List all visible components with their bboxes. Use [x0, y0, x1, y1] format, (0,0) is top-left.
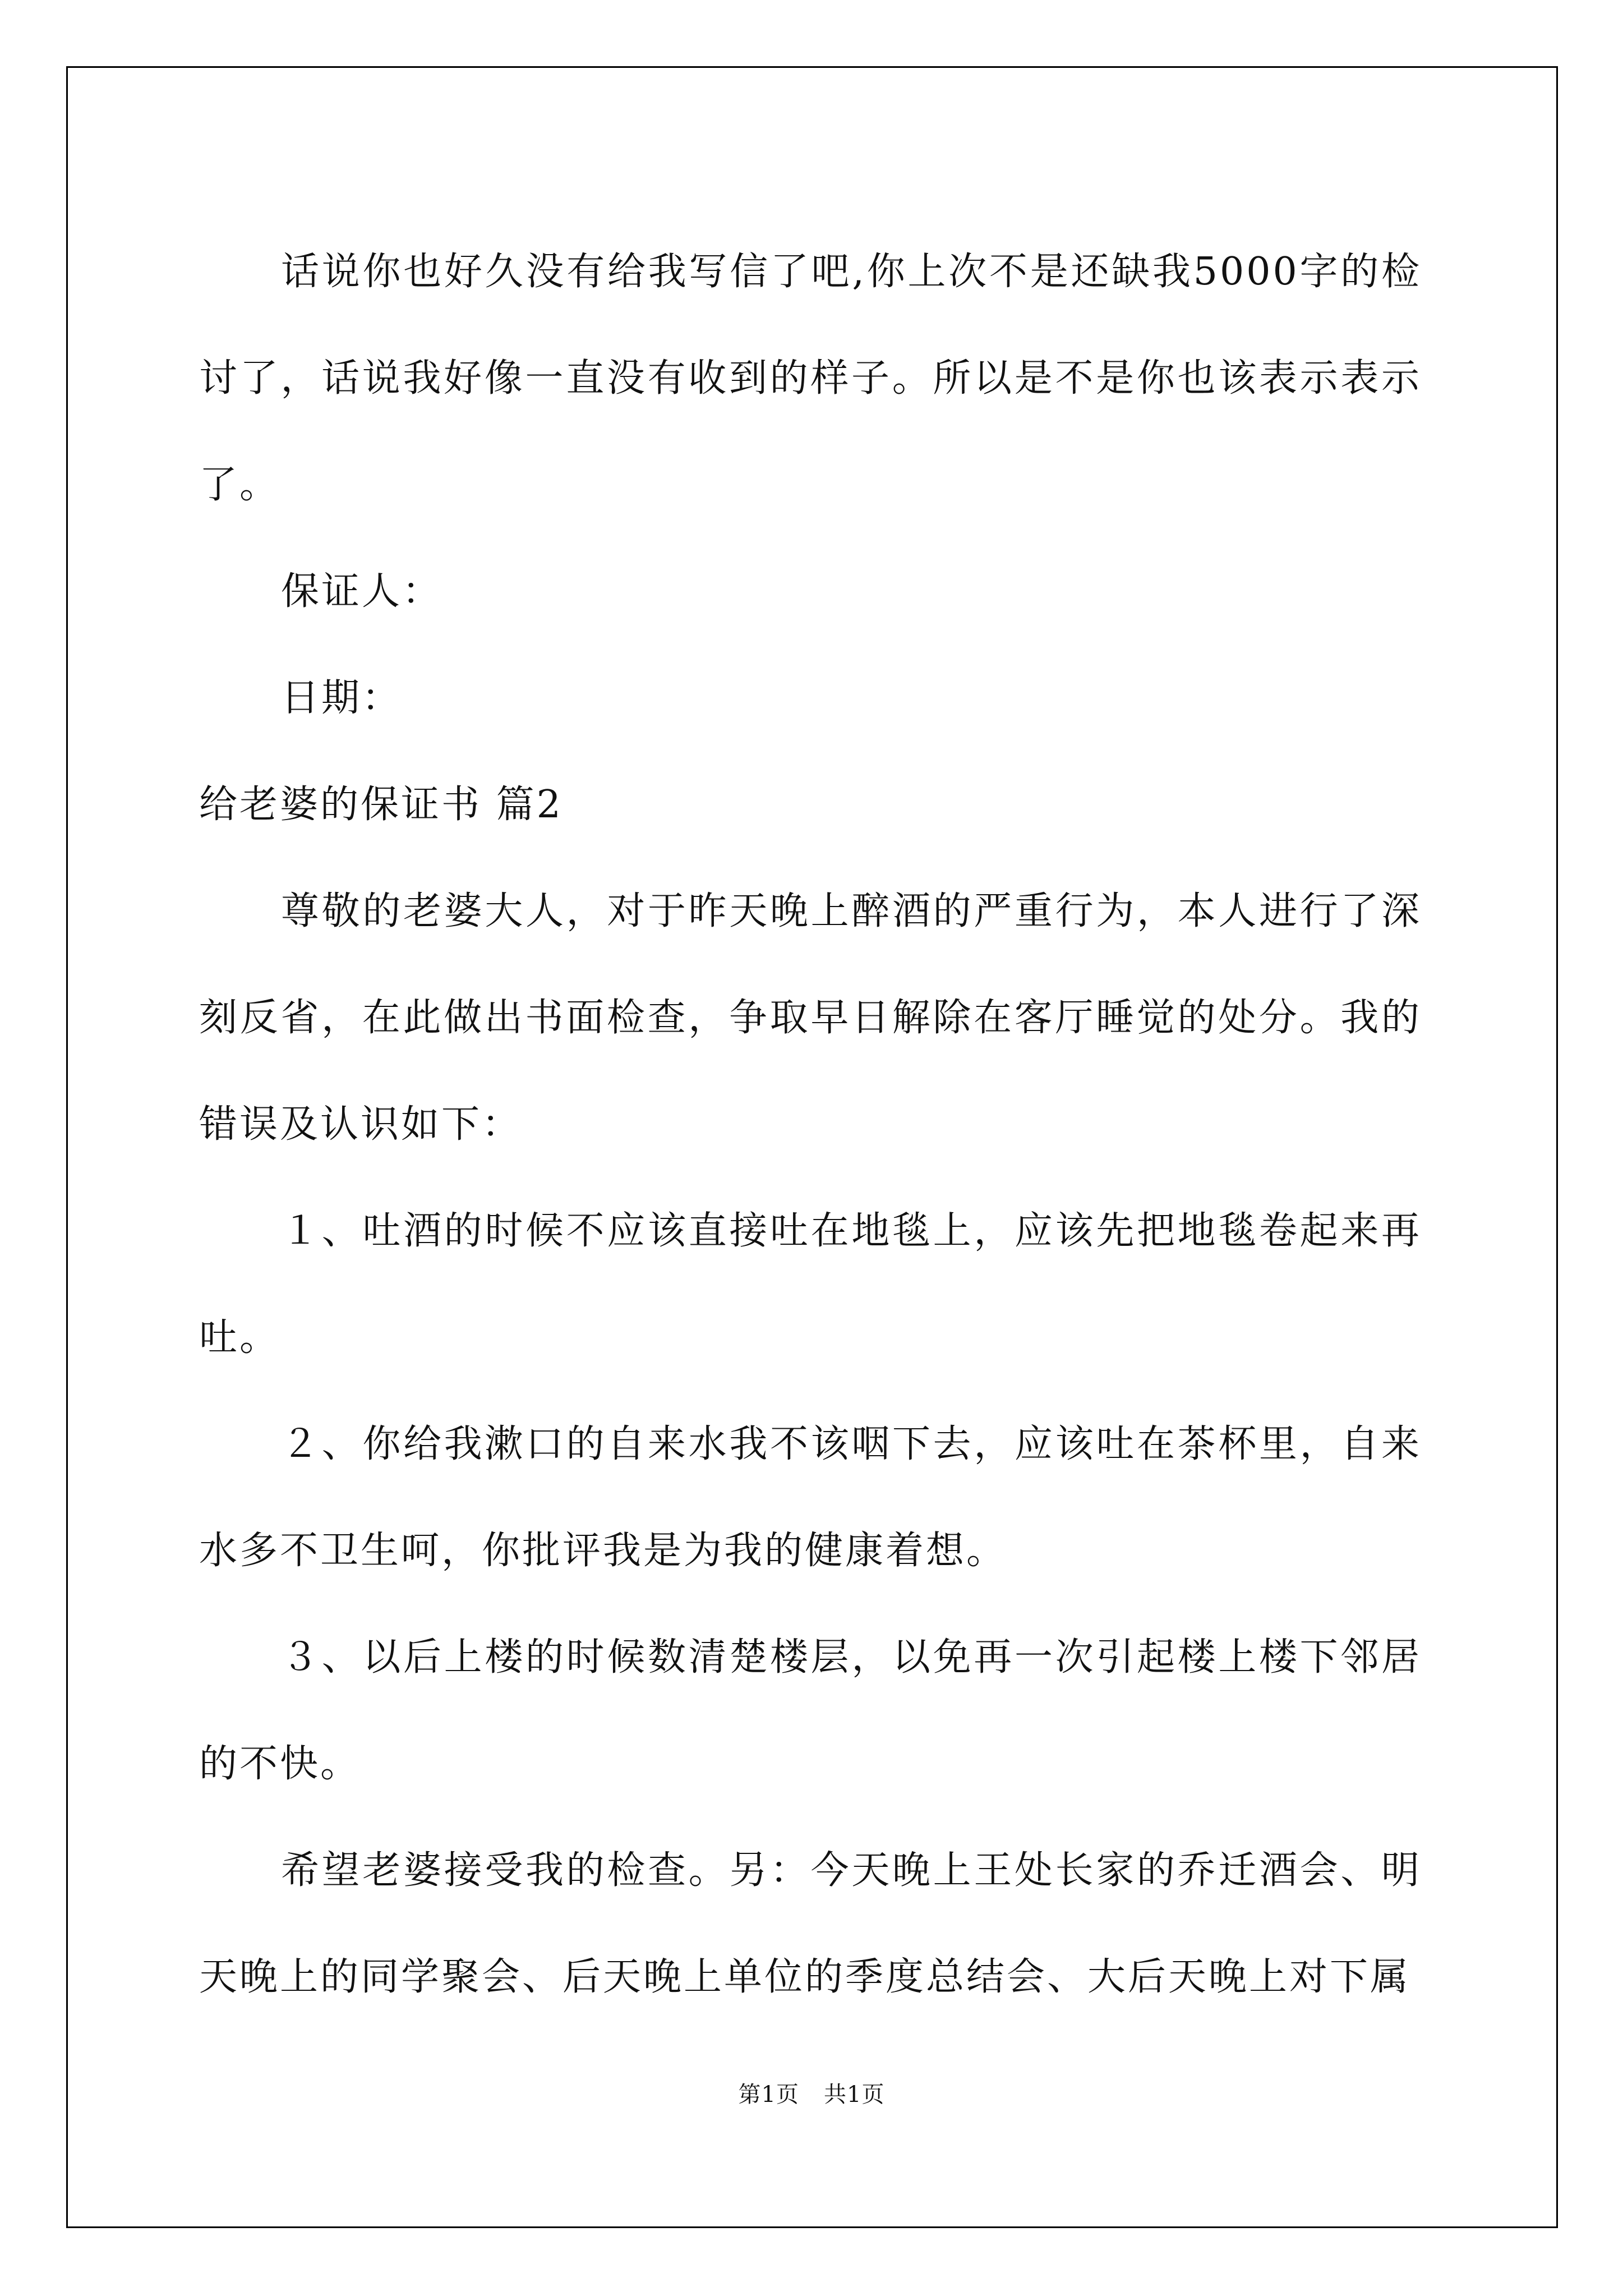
- list-item-1: １、吐酒的时候不应该直接吐在地毯上，应该先把地毯卷起来再吐。: [199, 1209, 1422, 1360]
- list-item-3: ３、以后上楼的时候数清楚楼层，以免再一次引起楼上楼下邻居的不快。: [199, 1635, 1422, 1786]
- list-item-2: ２、你给我漱口的自来水我不该咽下去，应该吐在茶杯里，自来水多不卫生呵，你批评我是为我的健康着想。: [199, 1422, 1422, 1573]
- paragraph-letter-request: 话说你也好久没有给我写信了吧,你上次不是还缺我5000字的检讨了，话说我好像一直没有收到的样子。所以是不是你也该表示表示了。: [199, 250, 1422, 507]
- page-number: 第1页: [738, 2082, 799, 2108]
- paragraph-apology-intro: 尊敬的老婆大人，对于昨天晚上醉酒的严重行为，本人进行了深刻反省，在此做出书面检查，争取早日解除在客厅睡觉的处分。我的错误及认识如下：: [199, 889, 1422, 1147]
- section-heading: 给老婆的保证书 篇2: [199, 783, 563, 827]
- paragraph-closing: 希望老婆接受我的检查。另：今天晚上王处长家的乔迁酒会、明天晚上的同学聚会、后天晚上单位的季度总结会、大后天晚上对下属: [199, 1848, 1422, 1999]
- page-footer: [0, 2077, 1623, 2109]
- page-total: 共1页: [824, 2082, 885, 2108]
- paragraph-guarantor: 保证人：: [281, 569, 443, 614]
- document-body: [199, 219, 1422, 2031]
- paragraph-date: 日期：: [281, 676, 403, 720]
